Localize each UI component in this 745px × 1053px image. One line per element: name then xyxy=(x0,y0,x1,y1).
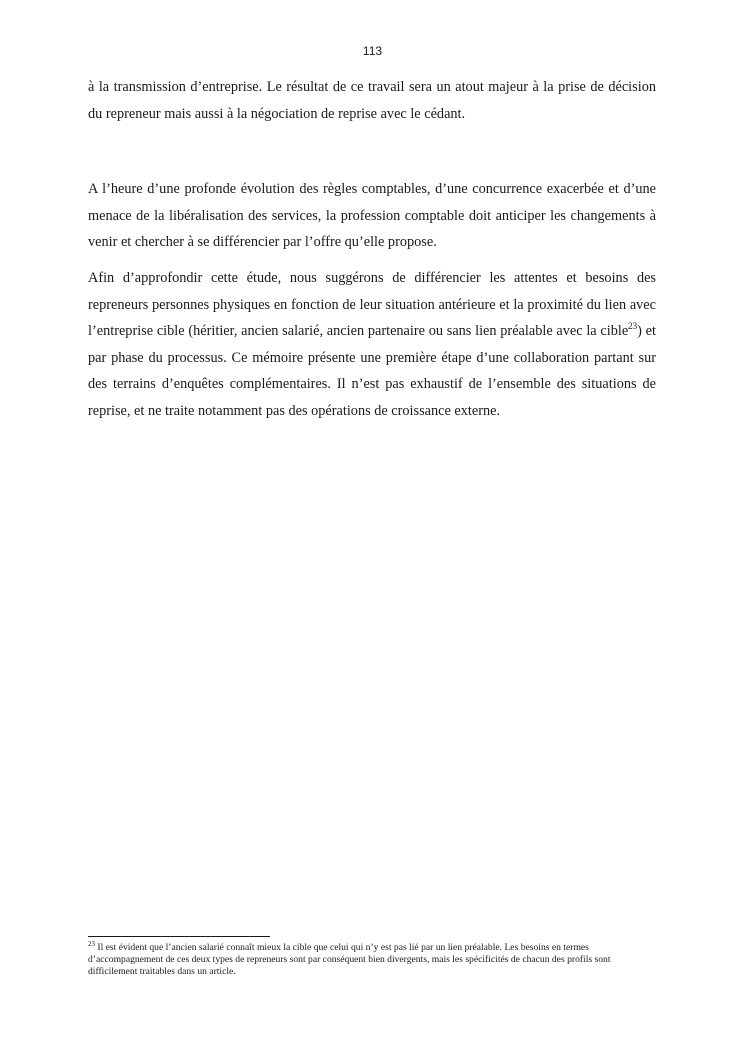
footnote-reference[interactable]: 23 xyxy=(628,321,638,332)
footnote xyxy=(88,939,658,979)
paragraph-etude-text-end: ) et par phase du processus. Ce mémoire présente une première étape d’une collaboration partant sur des terrains d’enquêtes complémentaires. Il n’est pas exhaustif de l’ensemble des situations de reprise, et ne traite notamment pas des opérations de croissance externe. xyxy=(88,323,656,419)
paragraph-transmission: à la transmission d’entreprise. Le résultat de ce travail sera un atout majeur à la prise de décision du repreneur mais aussi à la négociation de reprise avec le cédant. xyxy=(88,79,656,122)
paragraph-profession-comptable: A l’heure d’une profonde évolution des règles comptables, d’une concurrence exacerbée et d’une menace de la libéralisation des services, la profession comptable doit anticiper les changements à venir et chercher à se différencier par l’offre qu’elle propose. xyxy=(88,181,656,250)
footnote-text: Il est évident que l’ancien salarié connaît mieux la cible que celui qui n’y est pas lié par un lien préalable. Les besoins en termes d’accompagnement de ces deux types de repreneurs sont par conséquent bien divergents, mais les spécificités de chacun des profils sont difficilement traitables dans un article. xyxy=(88,942,611,978)
paragraph-etude-text-start: Afin d’approfondir cette étude, nous suggérons de différencier les attentes et besoins des repreneurs personnes physiques en fonction de leur situation antérieure et la proximité du lien avec l’entreprise cible (héritier, ancien salarié, ancien partenaire ou sans lien préalable avec la cible xyxy=(88,270,656,339)
page-number: 113 xyxy=(362,44,383,58)
footnote-marker: 23 xyxy=(88,939,95,948)
footnote-separator xyxy=(88,936,270,937)
paragraph-etude xyxy=(88,265,656,424)
